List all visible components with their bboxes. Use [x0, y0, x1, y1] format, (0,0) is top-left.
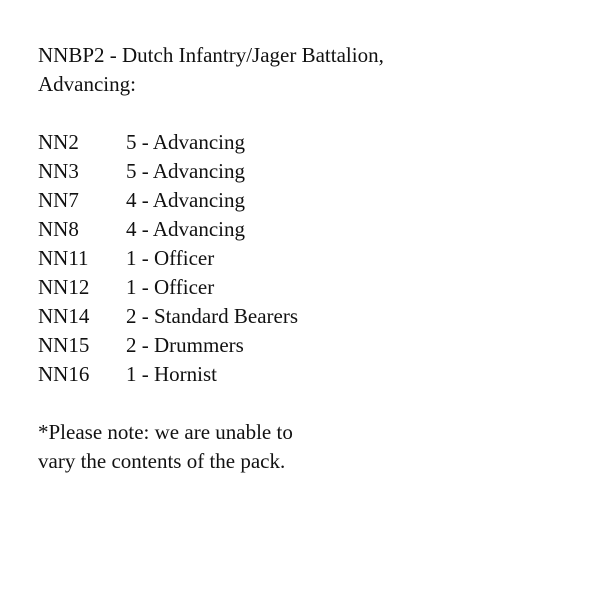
item-description: 2 - Drummers: [126, 333, 244, 357]
pack-contents-list: [38, 128, 578, 389]
list-item: [38, 157, 578, 186]
item-code: NN15: [38, 333, 90, 357]
pack-note: [38, 418, 578, 476]
list-item: [38, 302, 578, 331]
pack-note-line-1: *Please note: we are unable to: [38, 420, 293, 444]
pack-title-line-2: Advancing:: [38, 72, 136, 96]
item-code: NN12: [38, 275, 90, 299]
item-description: 4 - Advancing: [126, 217, 245, 241]
item-description: 1 - Officer: [126, 246, 215, 270]
item-description: 5 - Advancing: [126, 159, 245, 183]
list-item: [38, 128, 578, 157]
list-item: [38, 186, 578, 215]
item-description: 4 - Advancing: [126, 188, 245, 212]
item-code: NN11: [38, 246, 89, 270]
item-description: 1 - Hornist: [126, 362, 217, 386]
list-item: [38, 244, 578, 273]
pack-title-line-1: NNBP2 - Dutch Infantry/Jager Battalion,: [38, 43, 384, 67]
item-description: 2 - Standard Bearers: [126, 304, 299, 328]
item-description: 5 - Advancing: [126, 130, 245, 154]
pack-note-line-2: vary the contents of the pack.: [38, 449, 286, 473]
item-description: 1 - Officer: [126, 275, 215, 299]
list-item: [38, 360, 578, 389]
item-code: NN2: [38, 130, 79, 154]
list-item: [38, 273, 578, 302]
item-code: NN7: [38, 188, 79, 212]
list-item: [38, 331, 578, 360]
pack-title: [38, 41, 578, 99]
item-code: NN3: [38, 159, 79, 183]
item-code: NN8: [38, 217, 79, 241]
item-code: NN16: [38, 362, 90, 386]
item-code: NN14: [38, 304, 90, 328]
list-item: [38, 215, 578, 244]
pack-description: [38, 41, 578, 476]
